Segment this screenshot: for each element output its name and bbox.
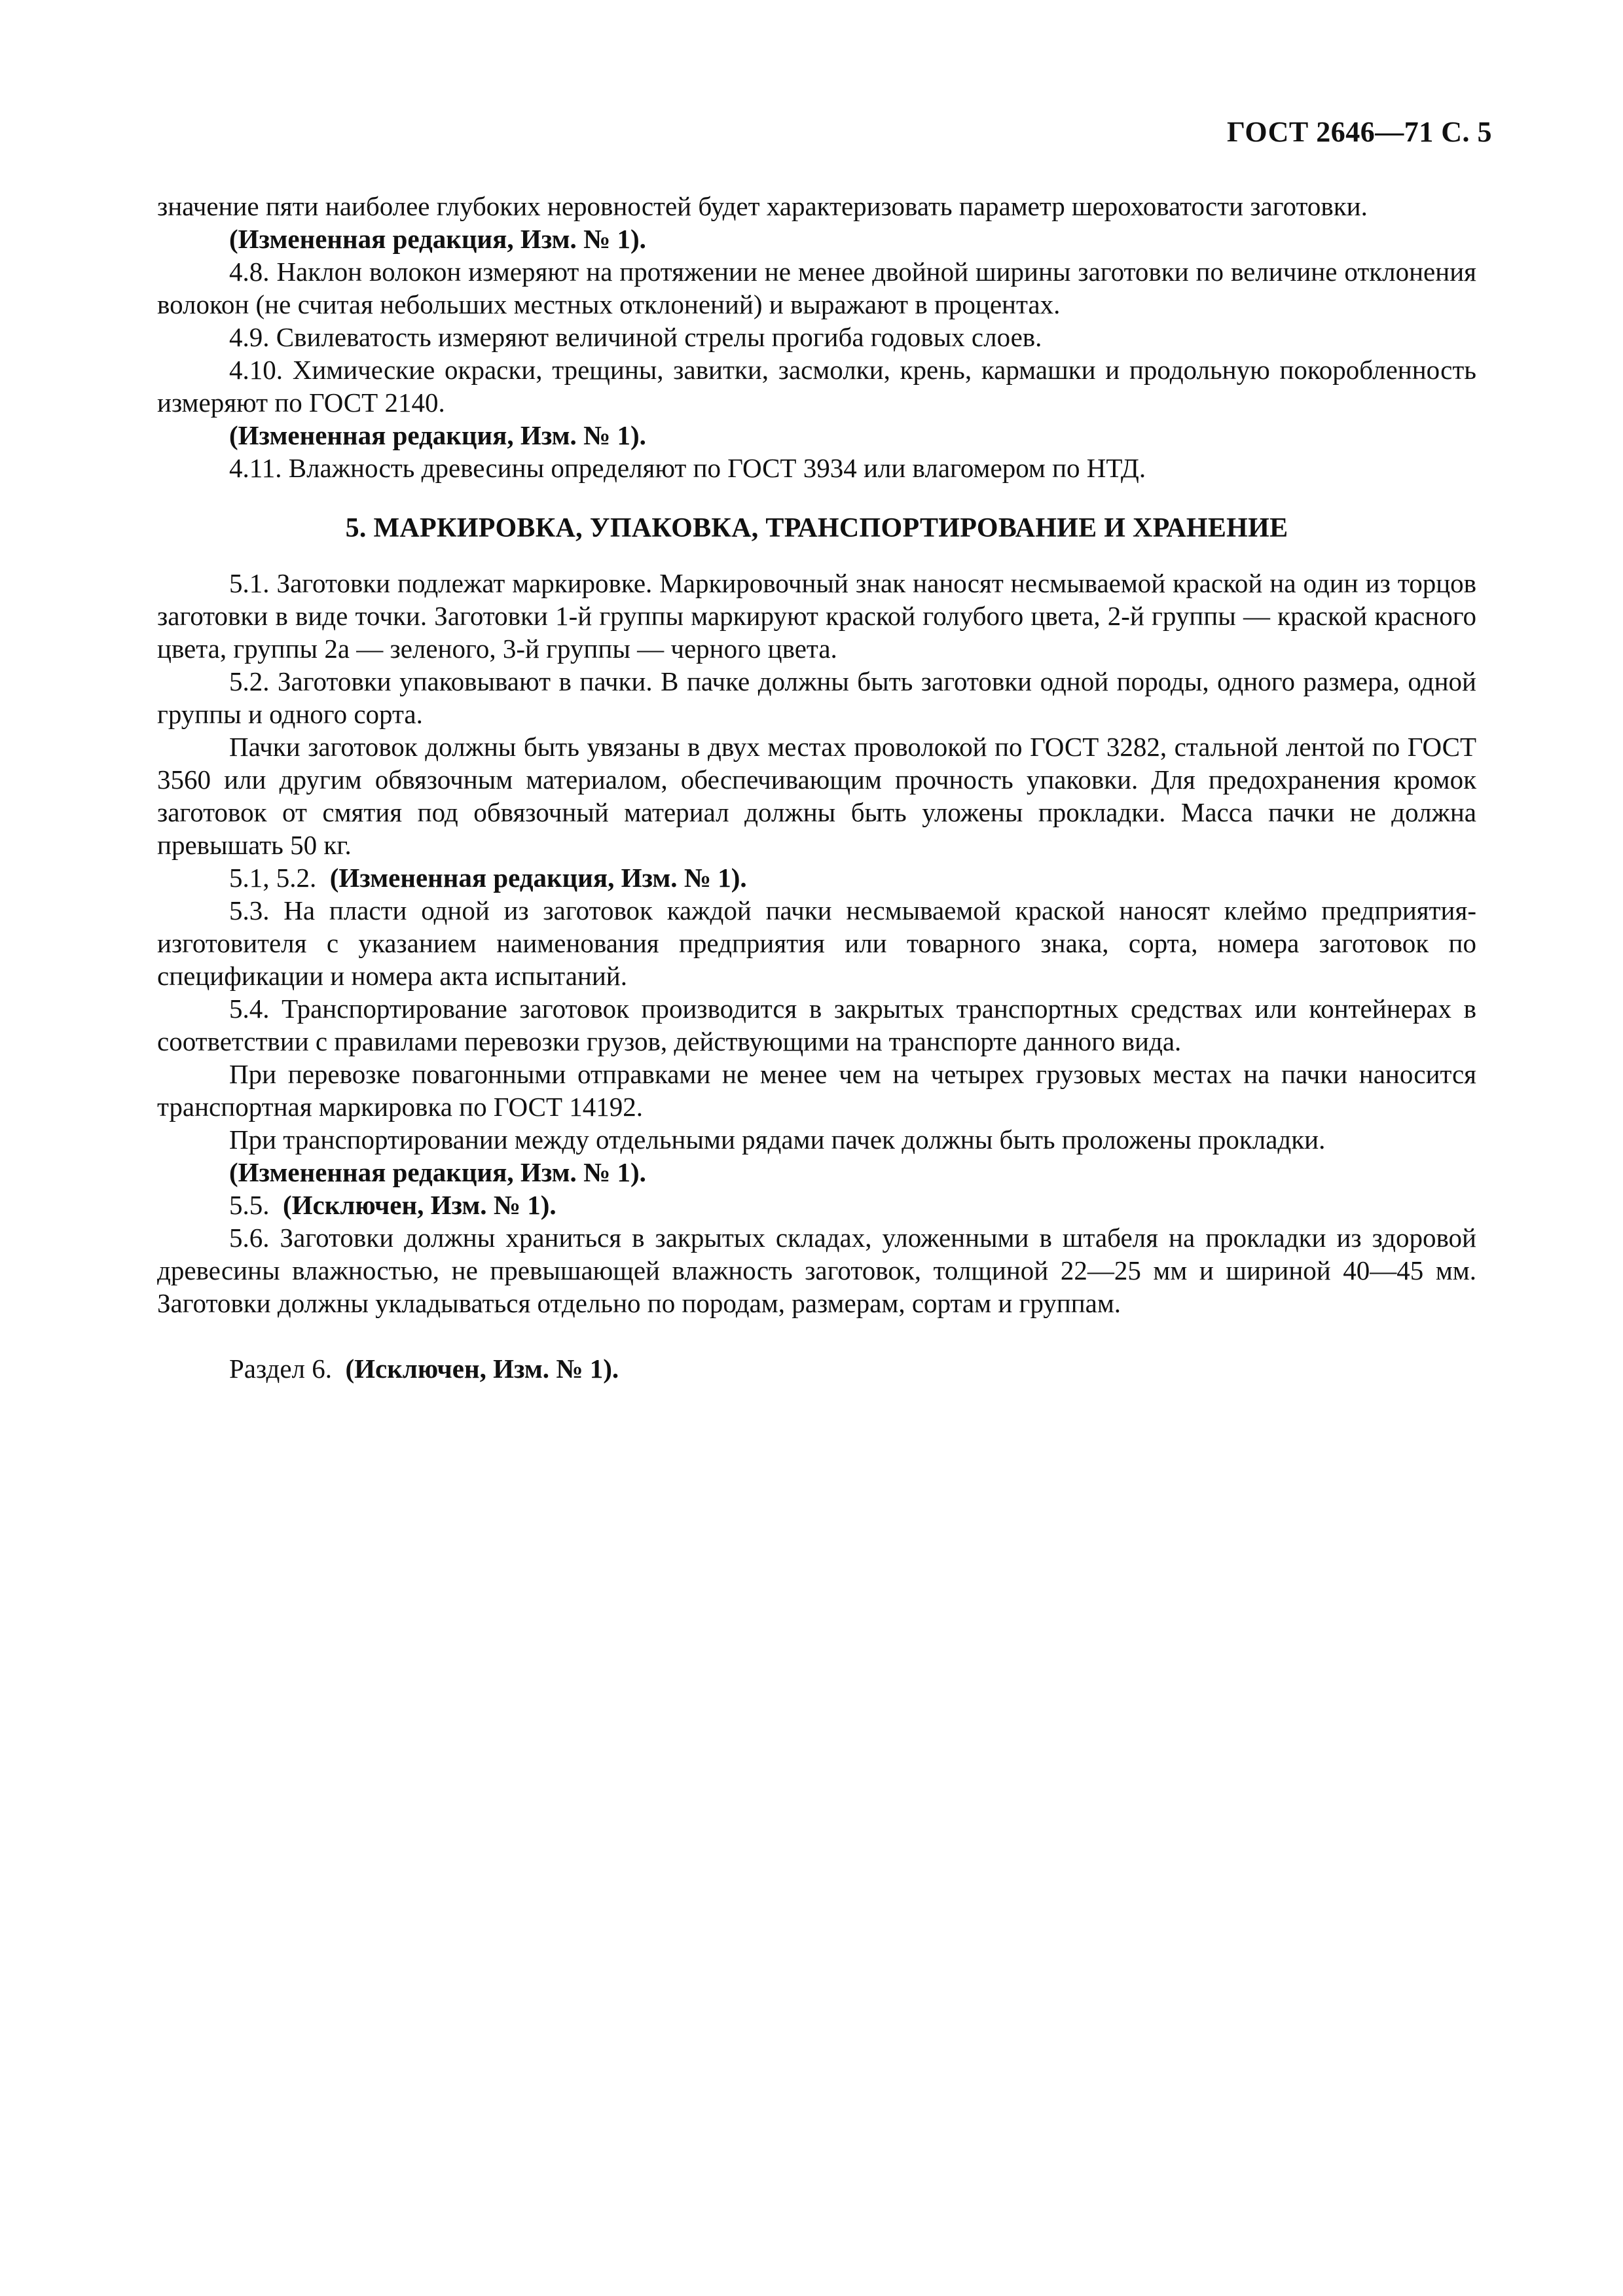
paragraph-4-10: 4.10. Химические окраски, трещины, завитки, засмолки, крень, кармашки и продольную покоробленность измеряют по ГОСТ 2140.: [157, 355, 1476, 418]
paragraph-prefix: 5.5.: [229, 1190, 270, 1220]
paragraph-5-4: 5.4. Транспортирование заготовок производится в закрытых транспортных средствах или контейнерах в соответствии с правилами перевозки грузов, действующими на транспорте данного вида.: [157, 994, 1476, 1056]
excluded-note: (Исключен, Изм. № 1).: [345, 1354, 619, 1384]
edit-note: (Измененная редакция, Изм. № 1).: [229, 1157, 646, 1187]
section-prefix: Раздел 6.: [229, 1354, 332, 1384]
paragraph-5-6: 5.6. Заготовки должны храниться в закрытых складах, уложенными в штабеля на прокладки из здоровой древесины влажностью, не превышающей влажность заготовок, толщиной 22—25 мм и шириной 40—45 мм. Заготовки должны укладываться отдельно по породам, размерам, сортам и группам.: [157, 1223, 1476, 1318]
document-body: [157, 190, 1476, 1385]
edit-note: (Измененная редакция, Изм. № 1).: [229, 224, 646, 254]
paragraph-5-2-packaging: Пачки заготовок должны быть увязаны в двух местах проволокой по ГОСТ 3282, стальной лентой по ГОСТ 3560 или другим обвязочным материалом, обеспечивающим прочность упаковки. Для предохранения кромок заготовок от смятия под обвязочный материал должны быть уложены прокладки. Масса пачки не должна превышать 50 кг.: [157, 732, 1476, 860]
spacer: [157, 1319, 1476, 1352]
excluded-note: (Исключен, Изм. № 1).: [283, 1190, 556, 1220]
paragraph-5-3: 5.3. На пласти одной из заготовок каждой пачки несмываемой краской наносят клеймо предприятия-изготовителя с указанием наименования предприятия или товарного знака, сорта, номера заготовок по спецификации и номера акта испытаний.: [157, 895, 1476, 991]
paragraph-4-9: 4.9. Свилеватость измеряют величиной стрелы прогиба годовых слоев.: [229, 322, 1042, 352]
paragraph-continuation: значение пяти наиболее глубоких неровностей будет характеризовать параметр шероховатости заготовки.: [157, 191, 1368, 221]
paragraph-4-11: 4.11. Влажность древесины определяют по ГОСТ 3934 или влагомером по НТД.: [229, 453, 1146, 483]
paragraph-prefix: 5.1, 5.2.: [229, 863, 317, 893]
section-6-note: [157, 1352, 1476, 1385]
section-5-title: 5. МАРКИРОВКА, УПАКОВКА, ТРАНСПОРТИРОВАНИЕ И ХРАНЕНИЕ: [345, 513, 1288, 543]
paragraph-5-1: 5.1. Заготовки подлежат маркировке. Маркировочный знак наносят несмываемой краской на один из торцов заготовки в виде точки. Заготовки 1-й группы маркируют краской голубого цвета, 2-й группы — краской красного цвета, группы 2а — зеленого, 3-й группы — черного цвета.: [157, 568, 1476, 664]
paragraph-5-2: 5.2. Заготовки упаковывают в пачки. В пачке должны быть заготовки одной породы, одного размера, одной группы и одного сорта.: [157, 666, 1476, 729]
paragraph-5-4-spacers: При транспортировании между отдельными рядами пачек должны быть проложены прокладки.: [229, 1124, 1326, 1155]
paragraph-5-1-5-2-note: [157, 861, 1476, 894]
paragraph-5-5: [157, 1189, 1476, 1221]
edit-note: (Измененная редакция, Изм. № 1).: [329, 863, 747, 893]
edit-note: (Измененная редакция, Изм. № 1).: [229, 420, 646, 450]
page-header: ГОСТ 2646—71 С. 5: [1226, 116, 1492, 148]
paragraph-4-8: 4.8. Наклон волокон измеряют на протяжении не менее двойной ширины заготовки по величине отклонения волокон (не считая небольших местных отклонений) и выражают в процентах.: [157, 257, 1476, 319]
paragraph-5-4-rail: При перевозке повагонными отправками не менее чем на четырех грузовых местах на пачки наносится транспортная маркировка по ГОСТ 14192.: [157, 1059, 1476, 1122]
